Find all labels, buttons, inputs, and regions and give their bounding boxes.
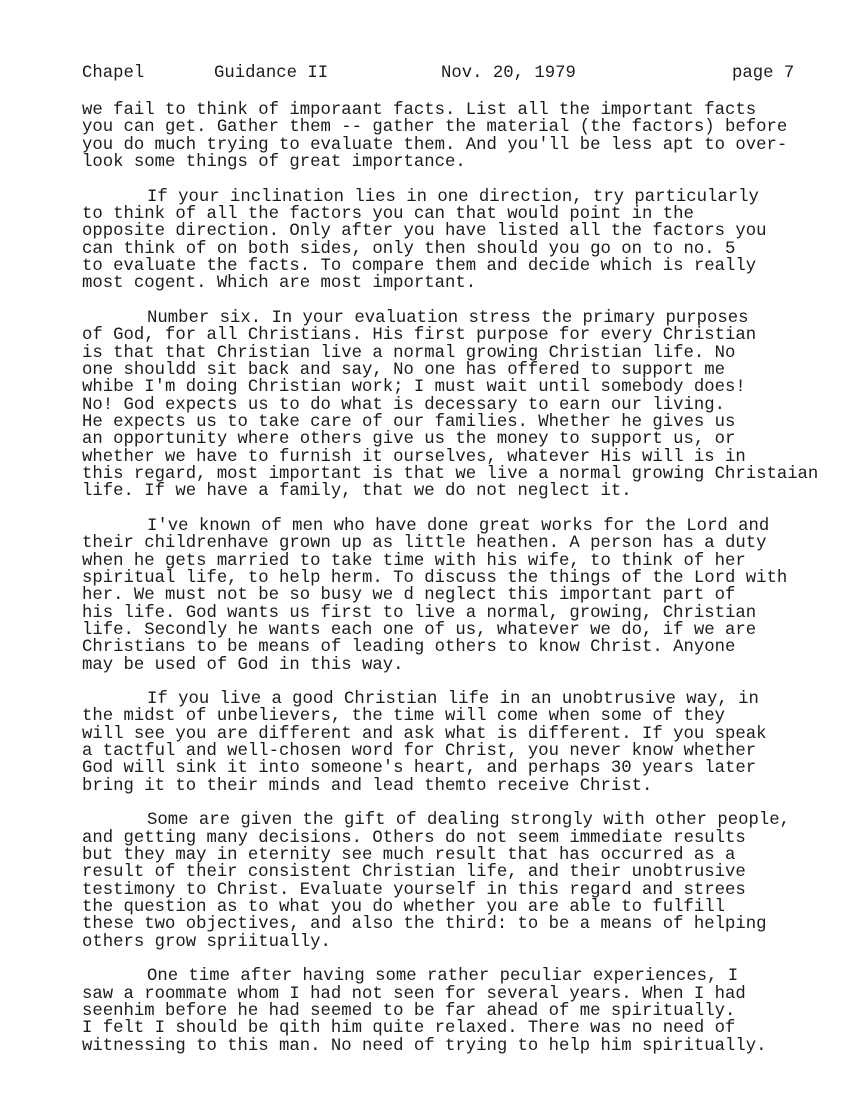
- text-line: the midst of unbelievers, the time will come when some of they: [82, 707, 725, 727]
- text-line: spiritual life, to help herm. To discuss the things of the Lord with: [82, 568, 788, 588]
- paragraph: [82, 310, 818, 501]
- header-course: Guidance II: [214, 64, 329, 83]
- text-line: but they may in eternity see much result that has occurred as a: [82, 846, 736, 866]
- text-line: I've known of men who have done great works for the Lord and: [147, 516, 770, 536]
- paragraph-gap: [82, 171, 818, 188]
- text-line: will see you are different and ask what is different. If you speak: [82, 724, 767, 744]
- text-line: you can get. Gather them -- gather the material (the factors) before: [82, 118, 788, 138]
- paragraph: [82, 189, 818, 293]
- text-line: their childrenhave grown up as little heathen. A person has a duty: [82, 534, 767, 554]
- text-line: and getting many decisions. Others do not seem immediate results: [82, 828, 746, 848]
- text-line: is that that Christian live a normal growing Christian life. No: [82, 343, 736, 363]
- text-line: seenhim before he had seemed to be far ahead of me spiritually.: [82, 1002, 736, 1022]
- text-line: you do much trying to evaluate them. And you'll be less apt to over-: [82, 135, 788, 155]
- header-chapel: Chapel: [82, 64, 145, 83]
- text-line: a tactful and well-chosen word for Christ, you never know whether: [82, 742, 757, 762]
- paragraph: [82, 968, 818, 1055]
- text-line: Number six. In your evaluation stress the primary purposes: [147, 308, 749, 328]
- paragraph-gap: [82, 674, 818, 691]
- text-line: saw a roommate whom I had not seen for several years. When I had: [82, 984, 746, 1004]
- text-line: this regard, most important is that we live a normal growing Christaian: [82, 464, 819, 484]
- text-line: Some are given the gift of dealing strongly with other people,: [147, 811, 790, 831]
- text-line: can think of on both sides, only then should you go on to no. 5: [82, 239, 736, 259]
- paragraph: [82, 691, 818, 795]
- text-line: testimony to Christ. Evaluate yourself in this regard and strees: [82, 880, 746, 900]
- text-line: to think of all the factors you can that would point in the: [82, 204, 694, 224]
- text-line: look some things of great importance.: [82, 152, 466, 172]
- paragraph-gap: [82, 795, 818, 812]
- text-line: when he gets married to take time with his wife, to think of her: [82, 551, 746, 571]
- text-line: bring it to their minds and lead themto receive Christ.: [82, 776, 653, 796]
- paragraph-gap: [82, 951, 818, 968]
- text-line: If your inclination lies in one direction, try particularly: [147, 187, 759, 207]
- paragraph: [82, 518, 818, 674]
- body-text: [82, 102, 818, 1055]
- text-line: result of their consistent Christian life, and their unobtrusive: [82, 863, 746, 883]
- text-line: whether we have to furnish it ourselves, whatever His will is in: [82, 447, 746, 467]
- header-date: Nov. 20, 1979: [441, 64, 576, 83]
- text-line: the question as to what you do whether you are able to fulfill: [82, 898, 725, 918]
- text-line: these two objectives, and also the third: to be a means of helping: [82, 915, 767, 935]
- text-line: No! God expects us to do what is decessary to earn our living.: [82, 395, 725, 415]
- text-line: we fail to think of imporaant facts. List all the important facts: [82, 101, 757, 120]
- text-line: may be used of God in this way.: [82, 655, 404, 675]
- text-line: whibe I'm doing Christian work; I must wait until somebody does!: [82, 378, 746, 398]
- text-line: God will sink it into someone's heart, and perhaps 30 years later: [82, 759, 757, 779]
- text-line: life. If we have a family, that we do not neglect it.: [82, 482, 632, 502]
- text-line: others grow spriitually.: [82, 932, 331, 952]
- paragraph-gap: [82, 501, 818, 518]
- text-line: her. We must not be so busy we d neglect this important part of: [82, 586, 736, 606]
- text-line: If you live a good Christian life in an unobtrusive way, in: [147, 690, 759, 710]
- text-line: opposite direction. Only after you have listed all the factors you: [82, 222, 767, 242]
- text-line: I felt I should be qith him quite relaxed. There was no need of: [82, 1019, 736, 1039]
- text-line: one shouldd sit back and say, No one has offered to support me: [82, 360, 725, 380]
- paragraph-gap: [82, 293, 818, 310]
- text-line: of God, for all Christians. His first purpose for every Christian: [82, 326, 757, 346]
- text-line: Christians to be means of leading others to know Christ. Anyone: [82, 638, 736, 658]
- text-line: to evaluate the facts. To compare them and decide which is really: [82, 256, 757, 276]
- text-line: his life. God wants us first to live a normal, growing, Christian: [82, 603, 757, 623]
- text-line: One time after having some rather peculiar experiences, I: [147, 967, 739, 987]
- text-line: witnessing to this man. No need of trying to help him spiritually.: [82, 1036, 767, 1056]
- text-line: most cogent. Which are most important.: [82, 274, 477, 294]
- text-line: life. Secondly he wants each one of us, whatever we do, if we are: [82, 620, 757, 640]
- paragraph: [82, 102, 818, 171]
- header-page-number: page 7: [732, 64, 795, 83]
- paragraph: [82, 812, 818, 951]
- text-line: an opportunity where others give us the money to support us, or: [82, 430, 736, 450]
- text-line: He expects us to take care of our families. Whether he gives us: [82, 412, 736, 432]
